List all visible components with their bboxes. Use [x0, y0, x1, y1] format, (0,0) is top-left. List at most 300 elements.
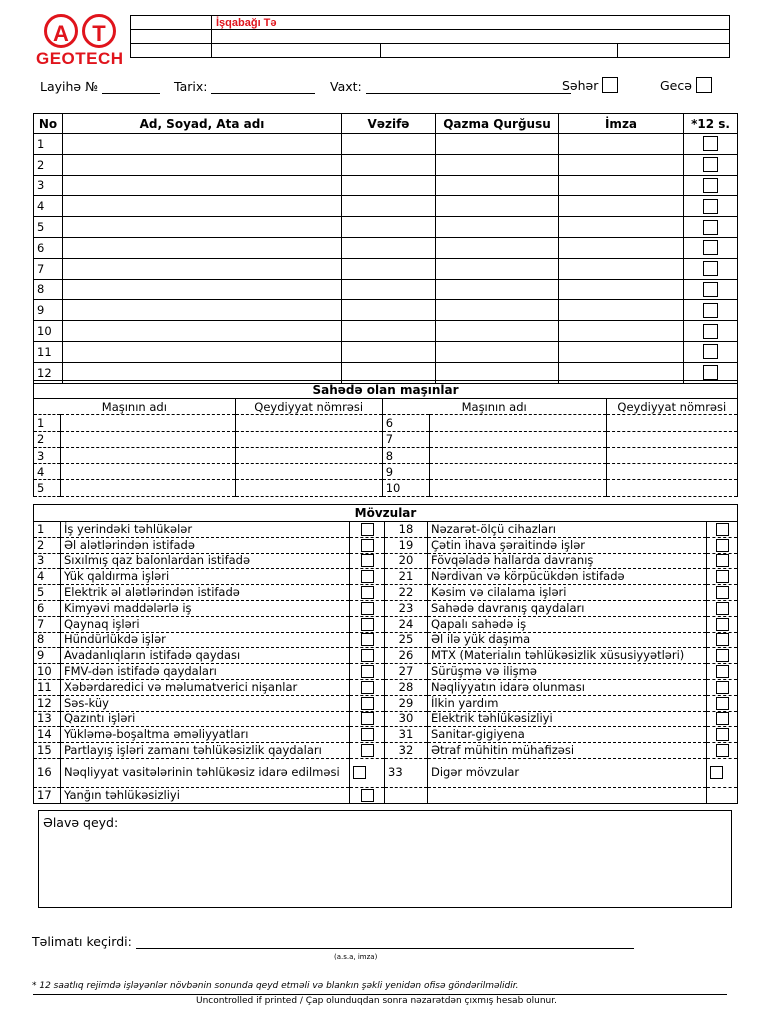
topic-checkbox-left[interactable] — [361, 633, 374, 646]
topic-number-right: 32 — [385, 743, 428, 759]
topic-check-cell-right — [707, 585, 738, 601]
topic-check-cell-right — [707, 664, 738, 680]
topic-label-left: Partlayış işləri zamanı təhlükəsizlik qaydaları — [61, 743, 350, 759]
topic-checkbox-right[interactable] — [716, 712, 729, 725]
twelve-hour-checkbox[interactable] — [703, 303, 718, 318]
topic-checkbox-left[interactable] — [361, 539, 374, 552]
topic-number-right: 30 — [385, 711, 428, 727]
topic-checkbox-left[interactable] — [361, 554, 374, 567]
position-cell[interactable] — [342, 279, 436, 300]
twelve-hour-checkbox[interactable] — [703, 261, 718, 276]
twelve-hour-cell — [684, 237, 738, 258]
col-rig: Qazma Qurğusu — [436, 114, 559, 134]
machines-header-row — [34, 399, 738, 415]
footer-uncontrolled: Uncontrolled if printed / Çap olunduqdan sonra nəzarətdən çıxmış hesab olunur. — [196, 996, 557, 1006]
row-number: 7 — [34, 258, 63, 279]
machine-name-right[interactable] — [429, 431, 606, 447]
row-number: 1 — [34, 134, 63, 155]
topic-number-right: 21 — [385, 569, 428, 585]
topic-checkbox-right[interactable] — [716, 570, 729, 583]
form-title: İşqabağı Tə — [216, 17, 277, 29]
machine-name-left[interactable] — [61, 464, 236, 480]
topic-check-cell-right — [707, 648, 738, 664]
topic-check-cell-left — [350, 679, 385, 695]
topic-number-left: 15 — [34, 743, 61, 759]
topic-row — [34, 522, 738, 538]
signature-cell[interactable] — [559, 279, 684, 300]
topic-label-left: Yük qaldırma işləri — [61, 569, 350, 585]
instructor-label: Təlimatı keçirdi: — [32, 934, 132, 949]
rig-cell[interactable] — [436, 300, 559, 321]
topic-checkbox-left[interactable] — [361, 649, 374, 662]
topic-check-cell-left — [350, 632, 385, 648]
topic-check-cell-right — [707, 695, 738, 711]
topic-checkbox-left[interactable] — [361, 789, 374, 802]
col-position: Vəzifə — [342, 114, 436, 134]
topic-label-right: MTX (Materialın təhlükəsizlik xüsusiyyətləri) — [428, 648, 707, 664]
topic-check-cell-left — [350, 569, 385, 585]
topic-number-right: 22 — [385, 585, 428, 601]
topic-number-left: 8 — [34, 632, 61, 648]
topic-label-right — [428, 787, 707, 803]
name-cell[interactable] — [63, 321, 342, 342]
topic-check-cell-left — [350, 616, 385, 632]
signature-cell[interactable] — [559, 217, 684, 238]
topic-checkbox-right[interactable] — [716, 602, 729, 615]
table-header-row — [34, 114, 738, 134]
topic-check-cell-left — [350, 600, 385, 616]
date-field[interactable] — [174, 79, 315, 94]
machine-number-left: 1 — [34, 415, 61, 431]
topic-label-right: Nəzarət-ölçü cihazları — [428, 522, 707, 538]
twelve-hour-cell — [684, 279, 738, 300]
logo-letter-t: T — [92, 21, 106, 46]
topic-checkbox-left[interactable] — [361, 602, 374, 615]
twelve-hour-checkbox[interactable] — [703, 157, 718, 172]
topic-label-right: Ətraf mühitin mühafizəsi — [428, 743, 707, 759]
signature-cell[interactable] — [559, 341, 684, 362]
machines-title: Sahədə olan maşınlar — [34, 381, 738, 399]
topic-number-left: 7 — [34, 616, 61, 632]
table-row — [34, 154, 738, 175]
topic-number-right: 24 — [385, 616, 428, 632]
machine-name-header-right: Maşının adı — [382, 399, 606, 415]
row-number: 10 — [34, 321, 63, 342]
time-field[interactable] — [330, 79, 571, 94]
topic-checkbox-left[interactable] — [361, 744, 374, 757]
twelve-hour-checkbox[interactable] — [703, 220, 718, 235]
position-cell[interactable] — [342, 321, 436, 342]
topic-row — [34, 632, 738, 648]
topic-label-left: Qaynaq işləri — [61, 616, 350, 632]
col-no: No — [34, 114, 63, 134]
machine-row — [34, 464, 738, 480]
rig-cell[interactable] — [436, 196, 559, 217]
logo-a-circle — [44, 14, 78, 48]
topic-checkbox-right[interactable] — [716, 554, 729, 567]
topic-checkbox-right[interactable] — [710, 766, 723, 779]
topic-label-right: Çətin ihava şəraitində işlər — [428, 537, 707, 553]
topic-row — [34, 537, 738, 553]
topic-label-right: İlkin yardım — [428, 695, 707, 711]
twelve-hour-cell — [684, 154, 738, 175]
row-number: 2 — [34, 154, 63, 175]
topic-check-cell-right — [707, 632, 738, 648]
row-number: 11 — [34, 341, 63, 362]
row-number: 6 — [34, 237, 63, 258]
row-number: 9 — [34, 300, 63, 321]
topic-number-right: 26 — [385, 648, 428, 664]
signature-cell[interactable] — [559, 300, 684, 321]
signature-cell[interactable] — [559, 258, 684, 279]
signature-cell[interactable] — [559, 237, 684, 258]
name-cell[interactable] — [63, 217, 342, 238]
topic-number-right — [385, 787, 428, 803]
topics-table — [33, 504, 738, 804]
machine-number-right: 9 — [382, 464, 429, 480]
name-cell[interactable] — [63, 341, 342, 362]
twelve-hour-cell — [684, 341, 738, 362]
attendance-table — [33, 113, 738, 384]
machine-row — [34, 415, 738, 431]
note-box[interactable] — [38, 810, 732, 908]
topic-check-cell-left — [350, 695, 385, 711]
topic-checkbox-left[interactable] — [361, 618, 374, 631]
row-number: 5 — [34, 217, 63, 238]
topic-checkbox-right[interactable] — [716, 697, 729, 710]
topic-checkbox-left[interactable] — [361, 665, 374, 678]
machine-number-right: 7 — [382, 431, 429, 447]
name-cell[interactable] — [63, 196, 342, 217]
time-label: Vaxt: — [330, 79, 362, 94]
machine-name-left[interactable] — [61, 480, 236, 496]
night-checkbox[interactable] — [696, 77, 712, 93]
machine-reg-left[interactable] — [235, 431, 382, 447]
position-cell[interactable] — [342, 341, 436, 362]
signature-cell[interactable] — [559, 196, 684, 217]
twelve-hour-checkbox[interactable] — [703, 324, 718, 339]
twelve-hour-checkbox[interactable] — [703, 365, 718, 380]
header-box — [130, 15, 730, 58]
topic-checkbox-right[interactable] — [716, 649, 729, 662]
topic-label-right: Nərdivan və körpücükdən istifadə — [428, 569, 707, 585]
topic-checkbox-left[interactable] — [361, 681, 374, 694]
topic-check-cell-left — [350, 758, 385, 787]
name-cell[interactable] — [63, 237, 342, 258]
topic-number-right: 33 — [385, 758, 428, 787]
machine-name-left[interactable] — [61, 415, 236, 431]
topic-checkbox-right[interactable] — [716, 728, 729, 741]
topic-number-left: 14 — [34, 727, 61, 743]
topic-check-cell-left — [350, 787, 385, 803]
machine-number-right: 6 — [382, 415, 429, 431]
topic-label-left: Kimyəvi maddələrlə iş — [61, 600, 350, 616]
topic-label-left: Qazıntı işləri — [61, 711, 350, 727]
topic-label-left: Yanğın təhlükəsizliyi — [61, 787, 350, 803]
machine-reg-left[interactable] — [235, 464, 382, 480]
signature-cell[interactable] — [559, 321, 684, 342]
topic-checkbox-right[interactable] — [716, 681, 729, 694]
machine-reg-right[interactable] — [606, 415, 737, 431]
twelve-hour-cell — [684, 217, 738, 238]
topic-row — [34, 600, 738, 616]
topic-label-left: Hündürlükdə işlər — [61, 632, 350, 648]
machine-reg-left[interactable] — [235, 480, 382, 496]
topic-number-left: 12 — [34, 695, 61, 711]
topic-checkbox-left[interactable] — [361, 697, 374, 710]
col-name: Ad, Soyad, Ata adı — [63, 114, 342, 134]
logo — [32, 14, 127, 66]
machine-name-header-left: Maşının adı — [34, 399, 236, 415]
signature-cell[interactable] — [559, 134, 684, 155]
topic-label-right: Sanitar-gigiyena — [428, 727, 707, 743]
topic-number-right: 23 — [385, 600, 428, 616]
topic-check-cell-left — [350, 727, 385, 743]
machine-reg-header-left: Qeydiyyat nömrəsi — [235, 399, 382, 415]
topic-check-cell-right — [707, 711, 738, 727]
topic-check-cell-right — [707, 553, 738, 569]
name-cell[interactable] — [63, 258, 342, 279]
machine-number-left: 2 — [34, 431, 61, 447]
topic-label-left: Sıxılmış qaz balonlardan istifadə — [61, 553, 350, 569]
topic-label-left: Yükləmə-boşaltma əməliyyatları — [61, 727, 350, 743]
name-cell[interactable] — [63, 134, 342, 155]
topic-label-right: Qapalı sahədə iş — [428, 616, 707, 632]
position-cell[interactable] — [342, 300, 436, 321]
table-row — [34, 196, 738, 217]
topic-number-left: 9 — [34, 648, 61, 664]
topic-label-right: Əl ilə yük daşıma — [428, 632, 707, 648]
rig-cell[interactable] — [436, 175, 559, 196]
rig-cell[interactable] — [436, 321, 559, 342]
morning-checkbox[interactable] — [602, 77, 618, 93]
machine-reg-left[interactable] — [235, 447, 382, 463]
date-input[interactable] — [211, 79, 315, 94]
topic-check-cell-left — [350, 522, 385, 538]
rig-cell[interactable] — [436, 341, 559, 362]
twelve-hour-checkbox[interactable] — [703, 136, 718, 151]
topic-checkbox-right[interactable] — [716, 618, 729, 631]
topic-label-left: Xəbərdaredici və məlumatverici nişanlar — [61, 679, 350, 695]
machine-number-left: 4 — [34, 464, 61, 480]
topic-checkbox-left[interactable] — [353, 766, 366, 779]
position-cell[interactable] — [342, 237, 436, 258]
position-cell[interactable] — [342, 134, 436, 155]
machine-name-right[interactable] — [429, 447, 606, 463]
topic-row — [34, 758, 738, 787]
topic-row — [34, 648, 738, 664]
topic-row — [34, 743, 738, 759]
topic-checkbox-right[interactable] — [716, 633, 729, 646]
topic-check-cell-right — [707, 727, 738, 743]
machine-number-left: 3 — [34, 447, 61, 463]
table-row — [34, 341, 738, 362]
night-label: Gecə — [660, 78, 692, 93]
morning-field[interactable] — [562, 77, 618, 93]
topic-check-cell-left — [350, 743, 385, 759]
rig-cell[interactable] — [436, 237, 559, 258]
row-number: 3 — [34, 175, 63, 196]
topic-row — [34, 787, 738, 803]
topic-number-right: 18 — [385, 522, 428, 538]
topic-number-right: 29 — [385, 695, 428, 711]
topic-label-right: Sahədə davranış qaydaları — [428, 600, 707, 616]
rig-cell[interactable] — [436, 154, 559, 175]
time-input[interactable] — [366, 79, 571, 94]
name-cell[interactable] — [63, 300, 342, 321]
table-row — [34, 300, 738, 321]
topic-checkbox-right[interactable] — [716, 539, 729, 552]
topic-label-right: Kəsim və cilalama işləri — [428, 585, 707, 601]
rig-cell[interactable] — [436, 217, 559, 238]
topic-label-left: İş yerindəki təhlükələr — [61, 522, 350, 538]
table-row — [34, 258, 738, 279]
col-12h: *12 s. — [684, 114, 738, 134]
position-cell[interactable] — [342, 175, 436, 196]
topic-check-cell-right — [707, 787, 738, 803]
topic-label-right: Nəqliyyatın idarə olunması — [428, 679, 707, 695]
name-cell[interactable] — [63, 175, 342, 196]
instructor-field[interactable] — [32, 934, 634, 949]
topic-number-left: 4 — [34, 569, 61, 585]
table-row — [34, 134, 738, 155]
topic-number-right: 27 — [385, 664, 428, 680]
topic-checkbox-right[interactable] — [716, 665, 729, 678]
project-input[interactable] — [102, 79, 160, 94]
machine-row — [34, 447, 738, 463]
topic-row — [34, 695, 738, 711]
topic-check-cell-right — [707, 600, 738, 616]
topic-checkbox-left[interactable] — [361, 523, 374, 536]
topic-label-right: Digər mövzular — [428, 758, 707, 787]
machine-name-right[interactable] — [429, 464, 606, 480]
topic-number-left: 10 — [34, 664, 61, 680]
name-cell[interactable] — [63, 279, 342, 300]
signature-cell[interactable] — [559, 154, 684, 175]
rig-cell[interactable] — [436, 134, 559, 155]
topic-checkbox-left[interactable] — [361, 570, 374, 583]
rig-cell[interactable] — [436, 258, 559, 279]
machine-reg-header-right: Qeydiyyat nömrəsi — [606, 399, 737, 415]
topic-checkbox-left[interactable] — [361, 586, 374, 599]
topic-label-left: FMV-dən istifadə qaydaları — [61, 664, 350, 680]
topic-checkbox-right[interactable] — [716, 586, 729, 599]
topic-row — [34, 553, 738, 569]
position-cell[interactable] — [342, 196, 436, 217]
topic-row — [34, 727, 738, 743]
logo-brand: GEOTECH — [36, 49, 124, 68]
topic-check-cell-right — [707, 743, 738, 759]
topic-row — [34, 585, 738, 601]
night-field[interactable] — [660, 77, 712, 93]
topic-number-left: 5 — [34, 585, 61, 601]
machine-row — [34, 480, 738, 496]
twelve-hour-checkbox[interactable] — [703, 344, 718, 359]
topic-number-right: 28 — [385, 679, 428, 695]
topic-number-left: 1 — [34, 522, 61, 538]
instructor-sub: (a.s.a, imza) — [334, 953, 378, 961]
topic-check-cell-left — [350, 585, 385, 601]
topic-label-right: Fövqəladə hallarda davranış — [428, 553, 707, 569]
topic-check-cell-right — [707, 758, 738, 787]
position-cell[interactable] — [342, 217, 436, 238]
topic-label-left: Nəqliyyat vasitələrinin təhlükəsiz idarə edilməsi — [61, 758, 350, 787]
topic-number-right: 31 — [385, 727, 428, 743]
topic-checkbox-right[interactable] — [716, 523, 729, 536]
topic-check-cell-left — [350, 711, 385, 727]
twelve-hour-checkbox[interactable] — [703, 240, 718, 255]
machine-name-left[interactable] — [61, 447, 236, 463]
topic-row — [34, 616, 738, 632]
twelve-hour-cell — [684, 321, 738, 342]
machine-number-left: 5 — [34, 480, 61, 496]
twelve-hour-cell — [684, 300, 738, 321]
topic-number-right: 20 — [385, 553, 428, 569]
topic-row — [34, 569, 738, 585]
twelve-hour-checkbox[interactable] — [703, 282, 718, 297]
table-row — [34, 237, 738, 258]
topic-number-left: 17 — [34, 787, 61, 803]
topic-row — [34, 664, 738, 680]
twelve-hour-checkbox[interactable] — [703, 178, 718, 193]
topic-check-cell-left — [350, 648, 385, 664]
topic-check-cell-left — [350, 553, 385, 569]
topic-number-left: 11 — [34, 679, 61, 695]
footer-divider — [33, 994, 727, 995]
machine-reg-right[interactable] — [606, 431, 737, 447]
position-cell[interactable] — [342, 154, 436, 175]
row-number: 12 — [34, 362, 63, 383]
instructor-input[interactable] — [136, 934, 634, 949]
machine-name-right[interactable] — [429, 415, 606, 431]
machine-reg-left[interactable] — [235, 415, 382, 431]
name-cell[interactable] — [63, 154, 342, 175]
machine-reg-right[interactable] — [606, 464, 737, 480]
topic-number-right: 25 — [385, 632, 428, 648]
footer-note: * 12 saatlıq rejimdə işləyənlər növbənin sonunda qeyd etməli və blankın şəkli yenidən ofisə göndərilməlidir. — [32, 981, 519, 991]
topic-checkbox-right[interactable] — [716, 744, 729, 757]
col-signature: İmza — [559, 114, 684, 134]
machines-table — [33, 380, 738, 497]
machine-name-left[interactable] — [61, 431, 236, 447]
topic-checkbox-left[interactable] — [361, 712, 374, 725]
machine-number-right: 8 — [382, 447, 429, 463]
note-label: Əlavə qeyd: — [43, 815, 119, 830]
position-cell[interactable] — [342, 258, 436, 279]
topic-check-cell-right — [707, 537, 738, 553]
project-field[interactable] — [40, 79, 160, 94]
topic-label-left: Elektrik əl alətlərindən istifadə — [61, 585, 350, 601]
topic-label-right: Elektrik təhlükəsizliyi — [428, 711, 707, 727]
machine-name-right[interactable] — [429, 480, 606, 496]
topic-number-left: 3 — [34, 553, 61, 569]
table-row — [34, 321, 738, 342]
machine-reg-right[interactable] — [606, 480, 737, 496]
twelve-hour-cell — [684, 196, 738, 217]
topic-checkbox-left[interactable] — [361, 728, 374, 741]
machine-number-right: 10 — [382, 480, 429, 496]
table-row — [34, 279, 738, 300]
twelve-hour-checkbox[interactable] — [703, 199, 718, 214]
topic-number-left: 2 — [34, 537, 61, 553]
topic-row — [34, 679, 738, 695]
rig-cell[interactable] — [436, 279, 559, 300]
twelve-hour-cell — [684, 258, 738, 279]
machine-reg-right[interactable] — [606, 447, 737, 463]
signature-cell[interactable] — [559, 175, 684, 196]
topics-title: Mövzular — [34, 505, 738, 522]
logo-letter-a: A — [53, 21, 69, 46]
